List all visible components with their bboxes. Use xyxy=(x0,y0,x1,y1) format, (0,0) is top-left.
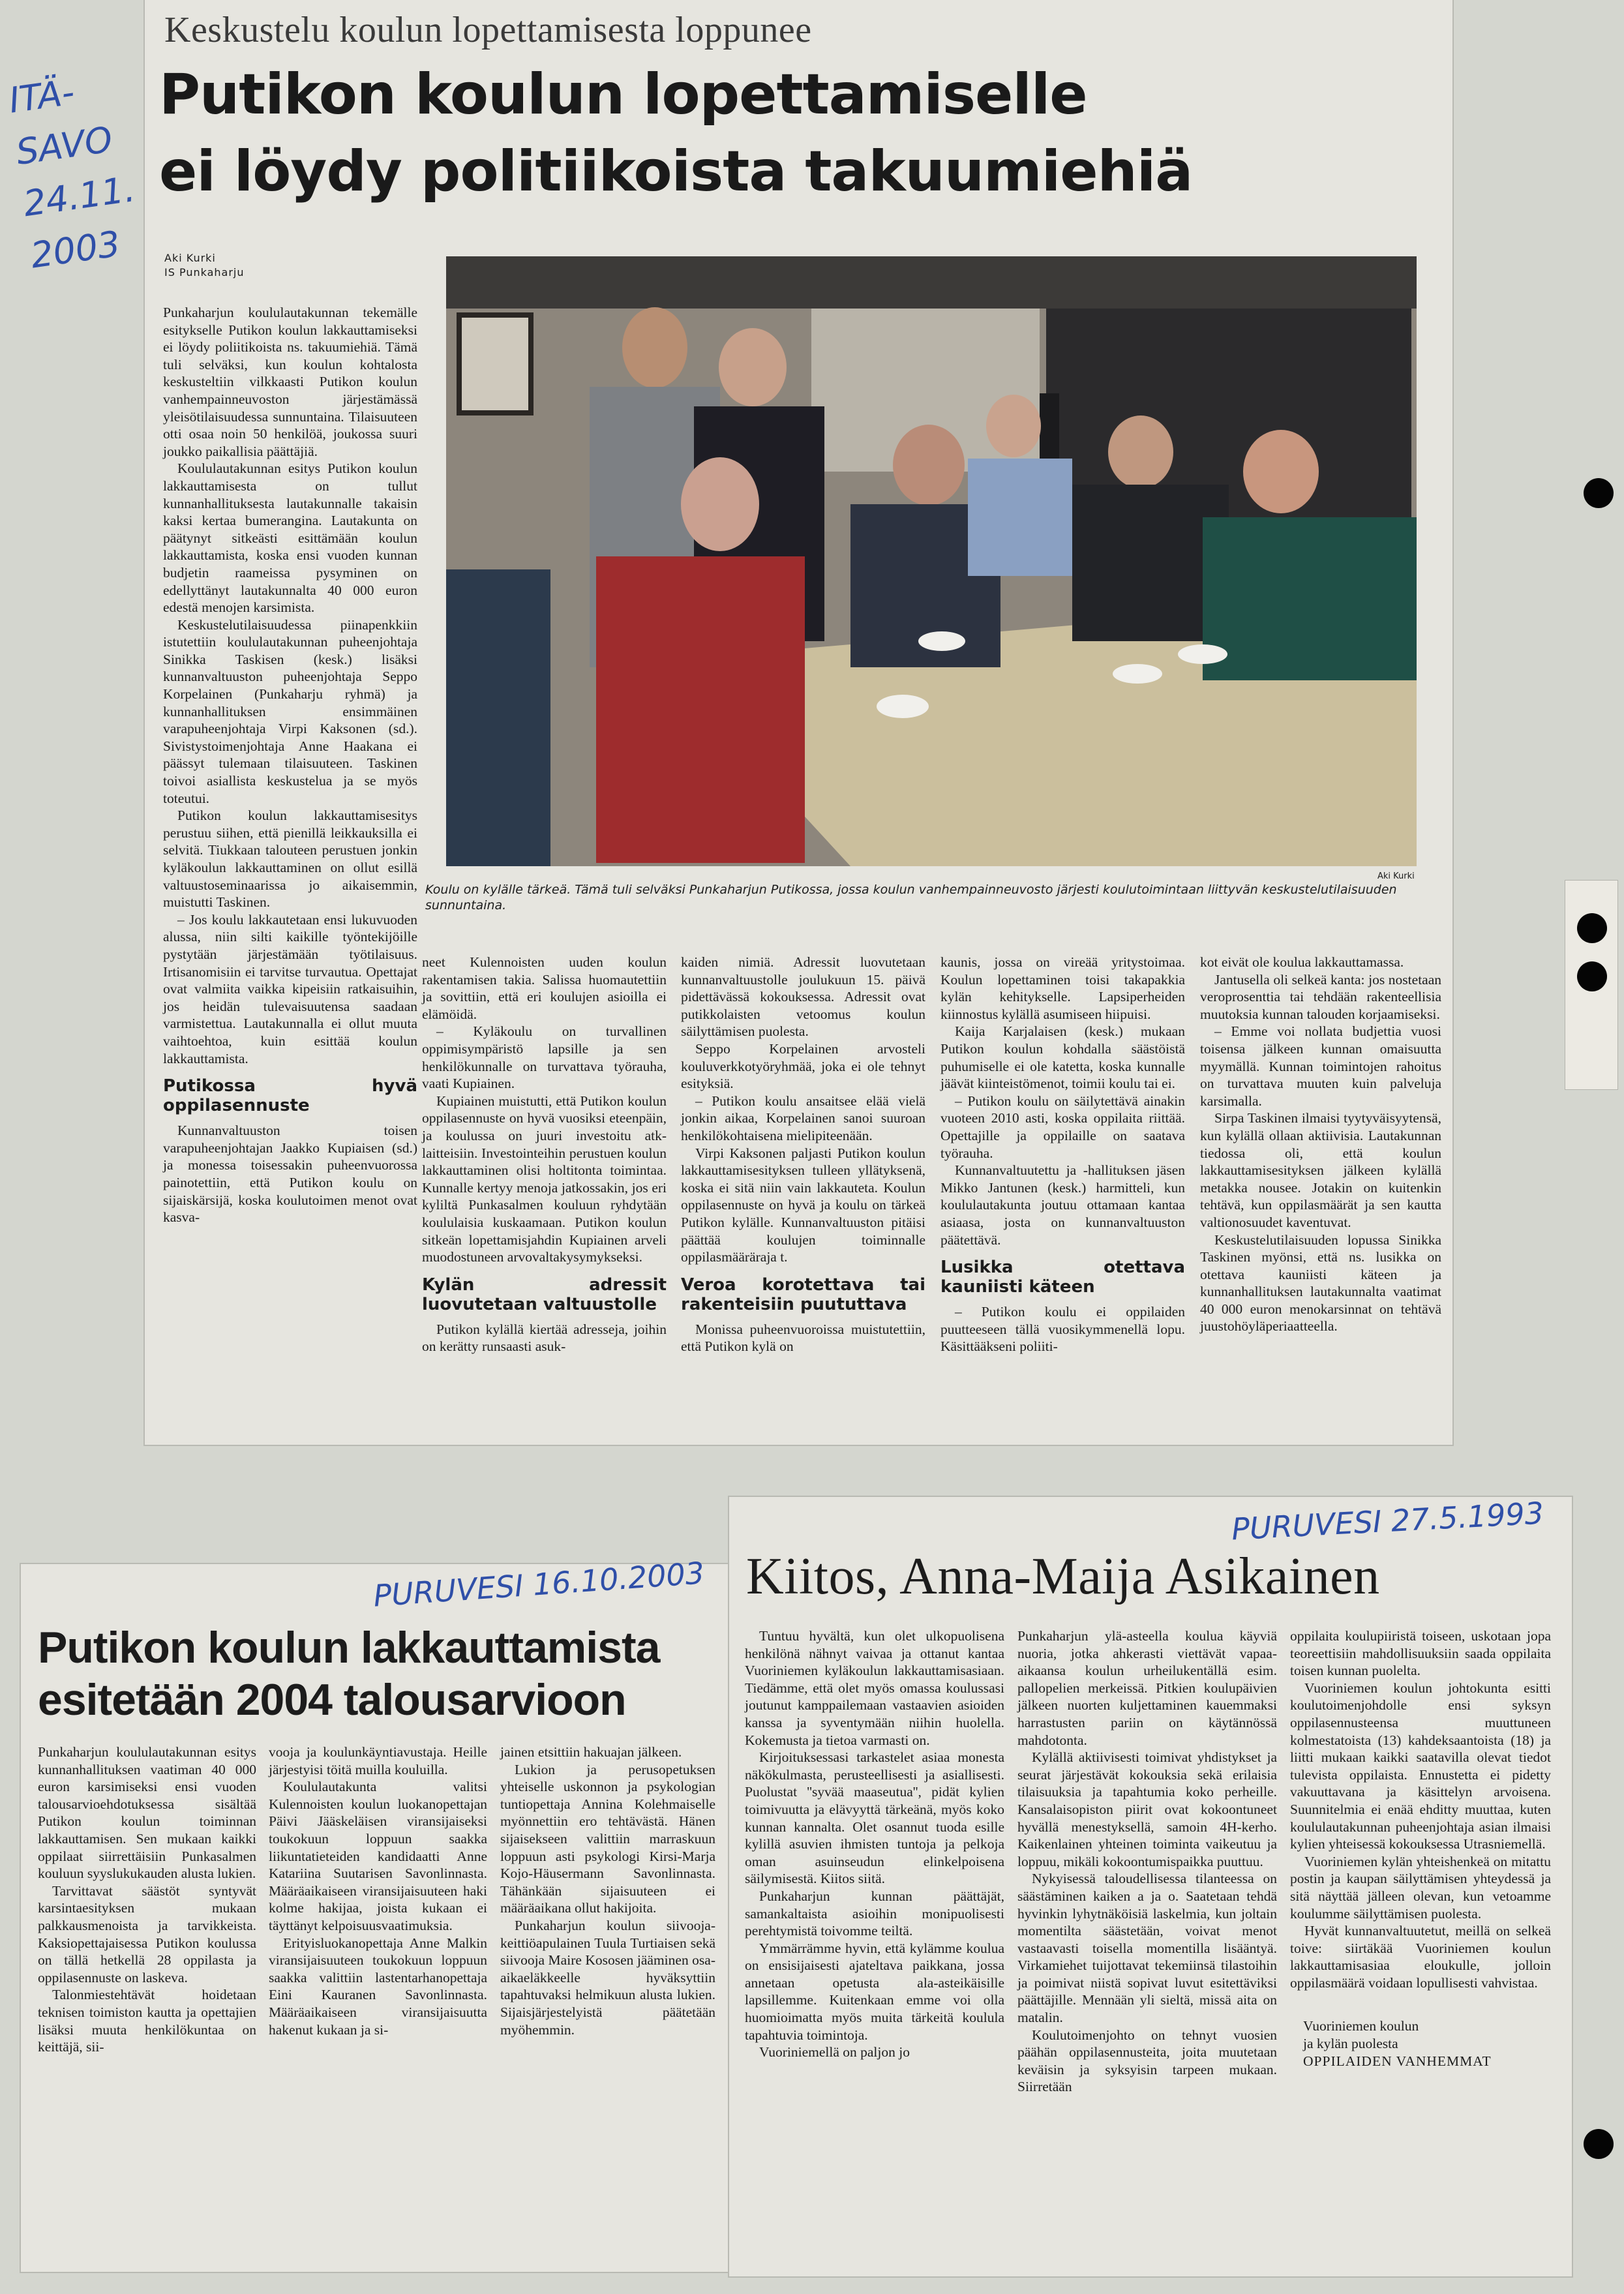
paragraph: Putikon koulun lakkauttamisesitys perustuu siihen, että pienillä leikkauksilla ei selvitä. Tiukkaan talouteen perustuen jonkin kyläkoulun lakkauttaminen on ollut esillä valtuustoseminaarissa jo aikaisemmin, muistutti Taskinen. xyxy=(163,807,417,911)
signature-line-1: Vuoriniemen koulun xyxy=(1303,2018,1419,2034)
paragraph: kaiden nimiä. Adressit luovutetaan kunnanvaltuustolle joulukuun 15. päivä pidettävässä kokouksessa. Adressit ovat putikkolaisten vetoomus koulun säilyttämisen puolesta. xyxy=(681,954,925,1040)
subheading: Kylän adressit luovutetaan valtuustolle xyxy=(422,1275,667,1314)
paragraph: – Emme voi nollata budjettia vuosi toisensa jälkeen kunnan omaisuutta myymällä. Kunnan toimintojen rahoitus on turvattava muuten kuin palveluja karsimalla. xyxy=(1200,1023,1441,1109)
photo-caption: Koulu on kylälle tärkeä. Tämä tuli selväksi Punkaharjun Putikossa, jossa koulun vanhempainneuvosto järjesti koulutoimintaan liittyvän keskustelutilaisuuden sunnuntaina. xyxy=(425,883,1397,913)
paragraph: vooja ja koulunkäyntiavustaja. Heille järjestyisi töitä muilla kouluilla. xyxy=(269,1744,487,1777)
paragraph: Koulutoimenjohto on tehnyt vuosien päähän oppilasennusteita, joita muutetaan keväisin ja syksyisin tarpeen mukaan. Siirretään xyxy=(1017,2027,1277,2095)
hw-line-3: 24.11. xyxy=(21,168,138,225)
paragraph: Punkaharjun ylä-asteella koulua käyviä nuoria, jotka ahkerasti viettävät vapaa-aikaansa koulun urheilukentällä esim. pallopelien merkeissä. Pitkien koulupäivien jälkeen nuorten kuljettaminen kauemmaksi harrastusten pariin on käytännössä mahdotonta. xyxy=(1017,1628,1277,1748)
paragraph: Punkaharjun koululautakunnan tekemälle esitykselle Putikon koulun lakkauttamiseksi ei löydy poliitikoista ns. takuumiehiä. Tämä tuli selväksi, kun koulun kohtalosta keskusteltiin vilkkaasti Putikon koulun vanhempainneuvoston järjestämässä yleisötilaisuudessa sunnuntaina. Tilaisuuteen otti osaa noin 50 henkilöä, joukossa suuri joukko paikallisia päättäjiä. xyxy=(163,305,417,459)
signature-line-2: ja kylän puolesta xyxy=(1303,2036,1398,2052)
article-column-3 xyxy=(681,954,925,1355)
subheading: Lusikka otettava kauniisti käteen xyxy=(940,1258,1185,1297)
binder-hole-tab-2 xyxy=(1577,961,1607,991)
paragraph: Kunnanvaltuuston toisen varapuheenjohtajan Jaakko Kupiaisen (sd.) ja monessa toisessakin puheenvuorossa painotettiin, että Putikon koulu on sijaiskärsijä, koska koulutoimen menot ovat kasva- xyxy=(163,1123,417,1226)
paragraph: Vuoriniemen kylän yhteishenkeä on mitattu postin ja kaupan säilyttämisen yhteydessä ja sitä näyttää jälleen olevan, kun vetoamme koulumme säilyttämisen puolesta. xyxy=(1290,1853,1551,1922)
article-photo xyxy=(446,256,1417,866)
article-column-2 xyxy=(422,954,667,1355)
paragraph: Punkaharjun koulun siivooja-keittiöapulainen Tuula Turtiaisen sekä siivooja Maire Kososen jääminen osa-aikaeläkkeelle hyväksyttiin tapahtuvaksi helmikuun alusta lukien. Sijaisjärjestelyistä päätetään myöhemmin. xyxy=(500,1917,715,2038)
paragraph: Tarvittavat säästöt syntyvät karsintaesityksen mukaan palkkausmenoista ja tarvikkeista. Kaksiopettajaisessa Putikon koulussa on tällä hetkellä 28 oppilasta ja oppilasennuste on laskeva. xyxy=(38,1882,256,1985)
paragraph: Vuoriniemen koulun johtokunta esitti koulutoimenjohdolle ensi syksyn oppilasennusteensa muuttuneen kolmestatoista (13) kahdeksaantoista (18) ja liitti mukaan kaikki saatavilla olevat tiedot tulevista oppilaista. Ennustetta ei pidetty vakuuttavana ja käsittelyn arvoisena. Suunnitelmia ei enää ehditty muuttaa, kuten koululautakunnan puheenjohtaja asian ilmaisi kylien yhteisessä kokouksessa Utrasniemellä. xyxy=(1290,1680,1551,1852)
paragraph: – Putikon koulu ei oppilaiden puutteeseen tällä vuosikymmenellä lopu. Käsittääkseni poliiti- xyxy=(940,1304,1185,1355)
paragraph: Talonmiestehtävät hoidetaan teknisen toimiston kautta ja opettajien lisäksi muuta henkilökuntaa on keittäjä, sii- xyxy=(38,1987,256,2055)
paragraph: Nykyisessä taloudellisessa tilanteessa on säästäminen kaiken a ja o. Saatetaan tehdä hyvinkin lyhytnäköisiä laskelmia, kun joltain momentilta säästetään, voivat menot vastaavasti toisella momentilla lisääntyä. Virkamiehet tuijottavat tekemiinsä tilastoihin ja poimivat niistä sopivat luvut esitettäviksi päättäjille. Mennään yli sieltä, missä aita on matalin. xyxy=(1017,1871,1277,2026)
byline-author: Aki Kurki xyxy=(164,252,216,264)
article2-headline-line-2: esitetään 2004 talousarvioon xyxy=(38,1675,626,1725)
paragraph: Putikon kylällä kiertää adresseja, joihin on kerätty runsaasti asuk- xyxy=(422,1321,667,1355)
binder-hole-bottom xyxy=(1584,2129,1614,2159)
paragraph: Koululautakunta valitsi Kulennoisten koulun luokanopettajan Päivi Jääskeläisen viransijaiseksi toukokuun loppuun saakka liikuntatieteiden kandidaatti Anne Katariina Suutarisen Savonlinnasta. Määräaikaiseen viransijaisuuteen haki kolme hakijaa, joista kukaan ei täyttänyt kelpoisuusvaatimuksia. xyxy=(269,1779,487,1933)
paragraph: – Putikon koulu on säilytettävä ainakin vuoteen 2010 asti, koska oppilaita riittää. Opettajille ja oppilaille on saatava työrauha. xyxy=(940,1093,1185,1161)
paragraph: Punkaharjun kunnan päättäjät, samankaltaista asioihin monipuolisesti perehtymistä toivomme teiltä. xyxy=(745,1888,1004,1939)
photo-illustration xyxy=(446,256,1417,866)
article-column-1 xyxy=(163,304,417,1226)
article3-column-2 xyxy=(1017,1627,1277,2096)
article2-column-2 xyxy=(269,1743,487,2038)
paragraph: Kirjoituksessasi tarkastelet asiaa monesta näkökulmasta, perusteellisesti ja asiallisesti. Puolustat ''syvää maaseutua'', pidät kylien toimivuutta ja elävyyttä tärkeänä, myös koko kunnan kannalta. Olet osannut tuoda esille kylillä asuvien ihmisten tuntoja ja pelkoja oman asuinseudun elinkelpoisena säilymisestä. Kiitos siitä. xyxy=(745,1749,1004,1887)
paragraph: Punkaharjun koululautakunnan esitys kunnanhallituksen vaatiman 40 000 euron karsimiseksi ensi vuoden talousarvioehdotuksessa sisältää Putikon koulun toiminnan lakkauttamisen. Sen mukaan kaikki oppilaat siirrettäisiin Punkasalmen kouluun syyslukukauden alusta lukien. xyxy=(38,1744,256,1882)
paragraph: Jantusella oli selkeä kanta: jos nostetaan veroprosenttia tai tehdään rakenteellisia muutoksia kunnan talouden korjaamiseksi. xyxy=(1200,971,1441,1022)
byline-location: IS Punkaharju xyxy=(164,266,245,279)
paragraph: Monissa puheenvuoroissa muistutettiin, että Putikon kylä on xyxy=(681,1321,925,1355)
paragraph: Virpi Kaksonen paljasti Putikon koulun lakkauttamisesityksen tulleen yllätyksenä, koska ei sitä niin vain lakkauteta. Koulun oppilasennuste on hyvä ja koulu on tärkeä Putikon kylälle. Kunnanvaltuuston pitäisi päättää koulujen toiminnalle oppilasmääräraja t. xyxy=(681,1145,925,1265)
subheading: Veroa korotettava tai rakenteisiin puututtava xyxy=(681,1275,925,1314)
paragraph: – Kyläkoulu on turvallinen oppimisympäristö lapsille ja sen henkilökunnalle on turvattava työrauha, vaati Kupiainen. xyxy=(422,1023,667,1092)
paragraph: Vuoriniemellä on paljon jo xyxy=(759,2044,910,2060)
article3-column-1 xyxy=(745,1627,1004,2061)
paragraph: Ymmärrämme hyvin, että kylämme koulua on ensisijaisesti ajateltava paikkana, jossa annetaan opetusta ala-asteikäisille lapsillemme. Kuitenkaan emme voi olla huomioimatta myös muita tärkeitä koulula tapahtuvia toimintoja. xyxy=(745,1940,1004,2043)
paragraph: Keskustelutilaisuudessa piinapenkkiin istutettiin koululautakunnan puheenjohtaja Sinikka Taskisen (kesk.) lisäksi kunnanvaltuuston puheenjohtaja Seppo Korpelainen (Punkaharju ryhmä) ja kunnanhallituksen ensimmäinen varapuheenjohtaja Virpi Kaksonen (sd.). Sivistystoimenjohtaja Anne Haakana ei päässyt tulemaan tilaisuuteen. Taskinen toivoi asiallista keskustelua ja se myös toteutui. xyxy=(163,616,417,806)
signature-line-3: OPPILAIDEN VANHEMMAT xyxy=(1303,2053,1492,2069)
article-headline-line-1: Putikon koulun lopettamiselle xyxy=(159,62,1087,127)
handwritten-source-note xyxy=(6,57,164,282)
article-headline-line-2: ei löydy politiikoista takuumiehiä xyxy=(159,139,1193,204)
article2-column-3 xyxy=(500,1743,715,2038)
paragraph: Kaija Karjalaisen (kesk.) mukaan Putikon koulun kohdalla säästöistä puhumiselle ei ole katetta, koska kunnalle jäävät kiinteistömenot, toimii koulu tai ei. xyxy=(940,1023,1185,1092)
paragraph: kaunis, jossa on vireää yritystoimaa. Koulun lopettaminen toisi takapakkia kylän kehitykselle. Lapsiperheiden kiinnostus kylällä asumiseen hiipuisi. xyxy=(940,954,1185,1022)
article-kicker: Keskustelu koulun lopettamisesta loppunee xyxy=(164,10,812,50)
paragraph: Seppo Korpelainen arvosteli kouluverkkotyöryhmää, joka ei ole tehnyt esityksiä. xyxy=(681,1040,925,1092)
article3-headline: Kiitos, Anna-Maija Asikainen xyxy=(746,1548,1380,1605)
paragraph: Kunnanvaltuutettu ja -hallituksen jäsen Mikko Jantunen (kesk.) harmitteli, kun koululautakunta joutuu ottamaan kantaa asiaasa, josta on kunnanvaltuuston päätettävä. xyxy=(940,1162,1185,1248)
paragraph: Koululautakunnan esitys Putikon koulun lakkauttamisesta on tullut kunnanhallituksesta lautakunnalle takaisin kaksi kertaa bumeranginа. Lautakunta on päätynyt sitkeästi esittämään koulun lakkauttamista, koska ensi vuoden kunnan budjetin raameissa pysyminen on edellyttänyt lautakunnalta 40 000 euron edestä menojen karsimista. xyxy=(163,460,417,616)
article-column-4 xyxy=(940,954,1185,1355)
binder-hole-tab xyxy=(1577,913,1607,943)
paragraph: – Putikon koulu ansaitsee elää vielä jonkin aikaa, Korpelainen sanoi suuroan henkilökohtaisena mielipiteenään. xyxy=(681,1093,925,1143)
article2-column-1 xyxy=(38,1743,256,2056)
article-clipping-lakkauttamista xyxy=(21,1555,732,2272)
signature xyxy=(1290,2017,1551,2070)
paragraph: Lukion ja perusopetuksen yhteiselle uskonnon ja psykologian tuntiopettaja Annina Kolehmaiselle myönnettiin ero tehtävästä. Hänen sijaisekseen valittiin marraskuun loppuun asti psykologi Kirsi-Marja Kojo-Häusermann Savonlinnasta. Tähänkään sijaisuuteen ei määräaikana ollut hakijoita. xyxy=(500,1761,715,1916)
article-column-5 xyxy=(1200,954,1441,1335)
article-clipping-main xyxy=(145,0,1452,1445)
handwritten-source-note-3: PURUVESI 27.5.1993 xyxy=(1230,1495,1545,1547)
paragraph: Hyvät kunnanvaltuutetut, meillä on selkeä toive: siirtäkää Vuoriniemen koulun lakkauttamisasiaa eloukulle, jolloin oppilasmäärä voidaan lopullisesti vahvistaa. xyxy=(1290,1923,1551,1991)
paragraph: Keskustelutilaisuuden lopussa Sinikka Taskinen myönsi, että ns. lusikka on otettava kauniisti käteen ja kunnanhallituksen lautakunnalta vaatimat 40 000 euron menokarsinnat on tehtävä juustohöyläperiaatteella. xyxy=(1200,1231,1441,1335)
paragraph: oppilaita koulupiiristä toiseen, uskotaan jopa teoreettisiin mahdollisuuksiin saada oppilaita toisen kunnan puolelta. xyxy=(1290,1628,1551,1679)
hw-line-4: 2003 xyxy=(28,222,123,277)
paragraph: Tuntuu hyvältä, kun olet ulkopuolisena henkilönä nähnyt vaivaa ja ottanut kantaa Vuoriniemen kyläkoulun lakkauttamisasiaan. Tiedämme, että olet myös omassa koulussasi joutunut kamppailemaan vastaavien asioiden kanssa ja syventymään niihin huolella. Kokemusta ja tietoa varmasti on. xyxy=(745,1628,1004,1748)
paragraph: Sirpa Taskinen ilmaisi tyytyväisyytensä, kun kylällä ollaan aktiivisia. Lautakunnan tiedossa oli, että koulun lakkauttamisesityksen jälkeen kylällä metakka nousee. Jotakin on kuitenkin tehtävä, kun oppilasmäärät ja sen kautta valtionosuudet kaventuvat. xyxy=(1200,1110,1441,1230)
paragraph: Kupiainen muistutti, että Putikon koulun oppilasennuste on hyvä vuosiksi eteenpäin, ja koulussa on juuri investoitu atk-laitteisiin. Investointeihin perustuen koulun lakkauttaminen olisi holtitonta toimintaa. Kunnalle kertyy menoja jatkossakin, jos eri kyliltä Punkasalmen kouluun ryhdytään koululaisia kuskaamaan. Putikon koulun sitkeän lopettamisjahdin Kupiainen arveli muodostuneen arvovaltakysymykseksi. xyxy=(422,1093,667,1265)
paragraph: neet Kulennoisten uuden koulun rakentamisen takia. Salissa huomautettiin ja sovittiin, että eri koulujen asioilla ei elämöidä. xyxy=(422,954,667,1022)
photo-credit: Aki Kurki xyxy=(1377,871,1415,881)
binder-hole-top xyxy=(1584,478,1614,508)
article-clipping-kiitos xyxy=(729,1497,1572,2276)
article2-headline-line-1: Putikon koulun lakkauttamista xyxy=(38,1623,660,1672)
hw-line-2: SAVO xyxy=(13,119,115,174)
paragraph: jainen etsittiin hakuajan jälkeen. xyxy=(500,1744,682,1760)
handwritten-source-note-2: PURUVESI 16.10.2003 xyxy=(372,1555,706,1614)
byline xyxy=(164,251,245,280)
subheading: Putikossa hyvä oppilasennuste xyxy=(163,1076,417,1116)
paragraph: kot eivät ole koulua lakkauttamassa. xyxy=(1200,954,1404,970)
paragraph: – Jos koulu lakkautetaan ensi lukuvuoden alussa, niin silti kaikille työntekijöille pystytään järjestämään työtilaisuus. Irtisanomisiin ei tarvitse turvautua. Opettajat ovat valmiita vaikka kipeisiin ratkaisuihin, jos heidän tulevaisuutensa saadaan varmistettua. Lautakunnalla ei ollut muuta vaihtoehtoa, kuin esittää koulun lakkauttamista. xyxy=(163,911,417,1066)
paragraph: Erityisluokanopettaja Anne Malkin viransijaisuuteen toukokuun loppuun saakka valittiin lastentarhanopettaja Eini Kauranen Savonlinnasta. Määräaikaiseen viransijaisuutta hakenut kukaan ja si- xyxy=(269,1935,487,2038)
article3-column-3 xyxy=(1290,1627,1551,2070)
hw-line-1: ITÄ- xyxy=(6,71,78,121)
paragraph: Kylällä aktiivisesti toimivat yhdistykset ja seurat järjestävät kokouksia sekä erilaisia tilaisuuksia ja tapahtumia koko perheille. Kansalaisopiston piirit ovat kokoontuneet hyvällä menestyksellä, samoin 4H-kerho. Kaikenlainen yhteinen toiminta vaikeutuu ja loppuu, mikäli kokoontumispaikka puuttuu. xyxy=(1017,1749,1277,1869)
